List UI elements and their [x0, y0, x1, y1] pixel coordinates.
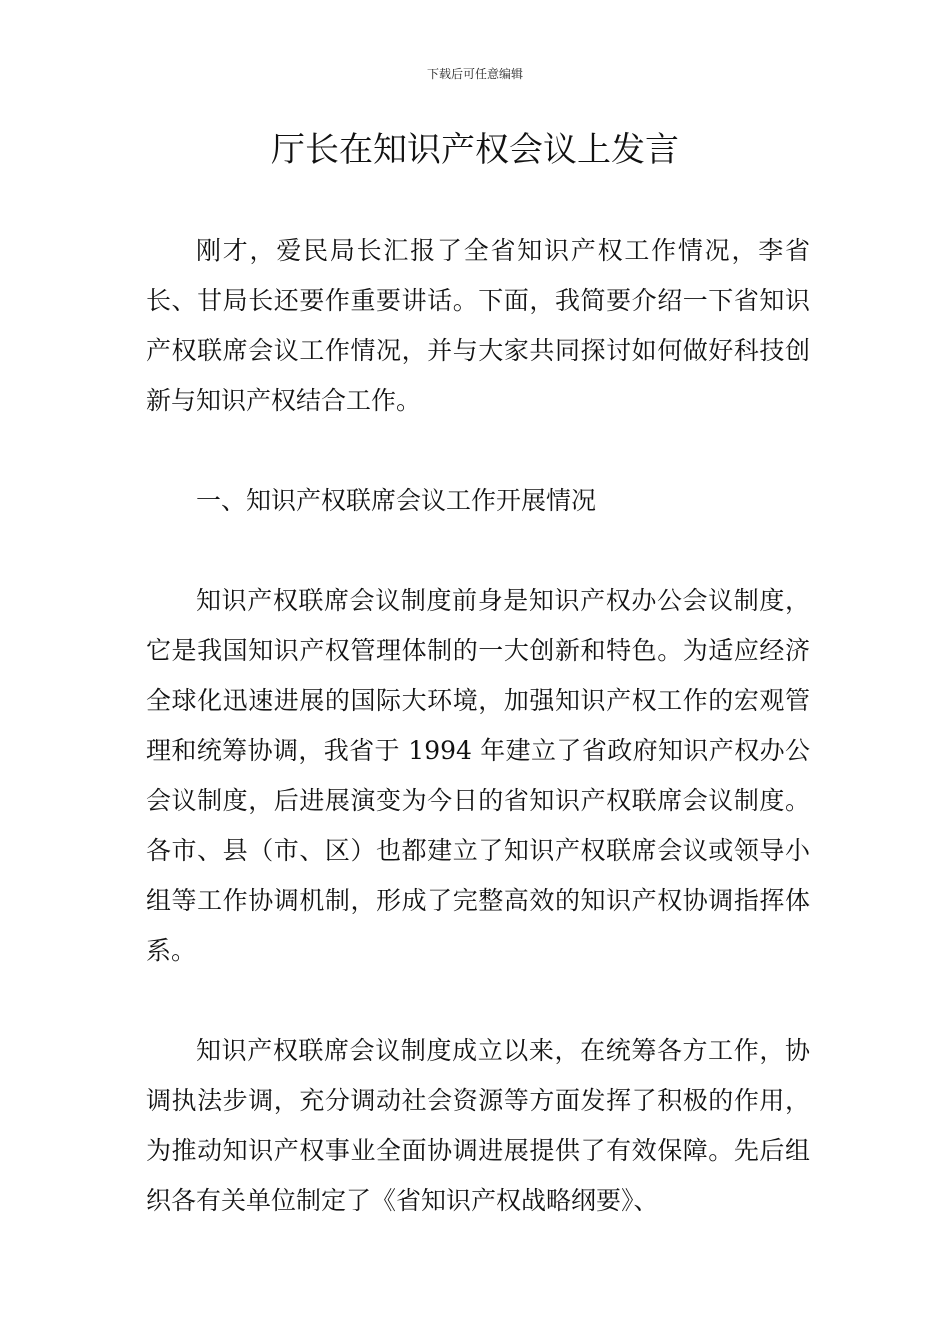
document-body — [146, 226, 810, 1226]
section-heading: 一、知识产权联席会议工作开展情况 — [196, 486, 597, 515]
blank-line — [146, 426, 810, 476]
header-note: 下载后可任意编辑 — [426, 67, 523, 81]
paragraph-intro: 刚才，爱民局长汇报了全省知识产权工作情况，李省长、甘局长还要作重要讲话。下面，我简要介绍一下省知识产权联席会议工作情况，并与大家共同探讨如何做好科技创新与知识产权结合工作。 — [146, 236, 810, 415]
blank-line — [146, 526, 810, 576]
paragraph-achievements: 知识产权联席会议制度成立以来，在统筹各方工作，协调执法步调，充分调动社会资源等方面发挥了积极的作用，为推动知识产权事业全面协调进展提供了有效保障。先后组织各有关单位制定了《省知识产权战略纲要》、 — [146, 1036, 810, 1215]
paragraph-history: 知识产权联席会议制度前身是知识产权办公会议制度，它是我国知识产权管理体制的一大创新和特色。为适应经济全球化迅速进展的国际大环境，加强知识产权工作的宏观管理和统筹协调，我省于 1994 年建立了省政府知识产权办公会议制度，后进展演变为今日的省知识产权联席会议制度。各市、县（市、区）也都建立了知识产权联席会议或领导小组等工作协调机制，形成了完整高效的知识产权协调指挥体系。 — [146, 586, 810, 965]
document-title: 厅长在知识产权会议上发言 — [271, 130, 679, 170]
